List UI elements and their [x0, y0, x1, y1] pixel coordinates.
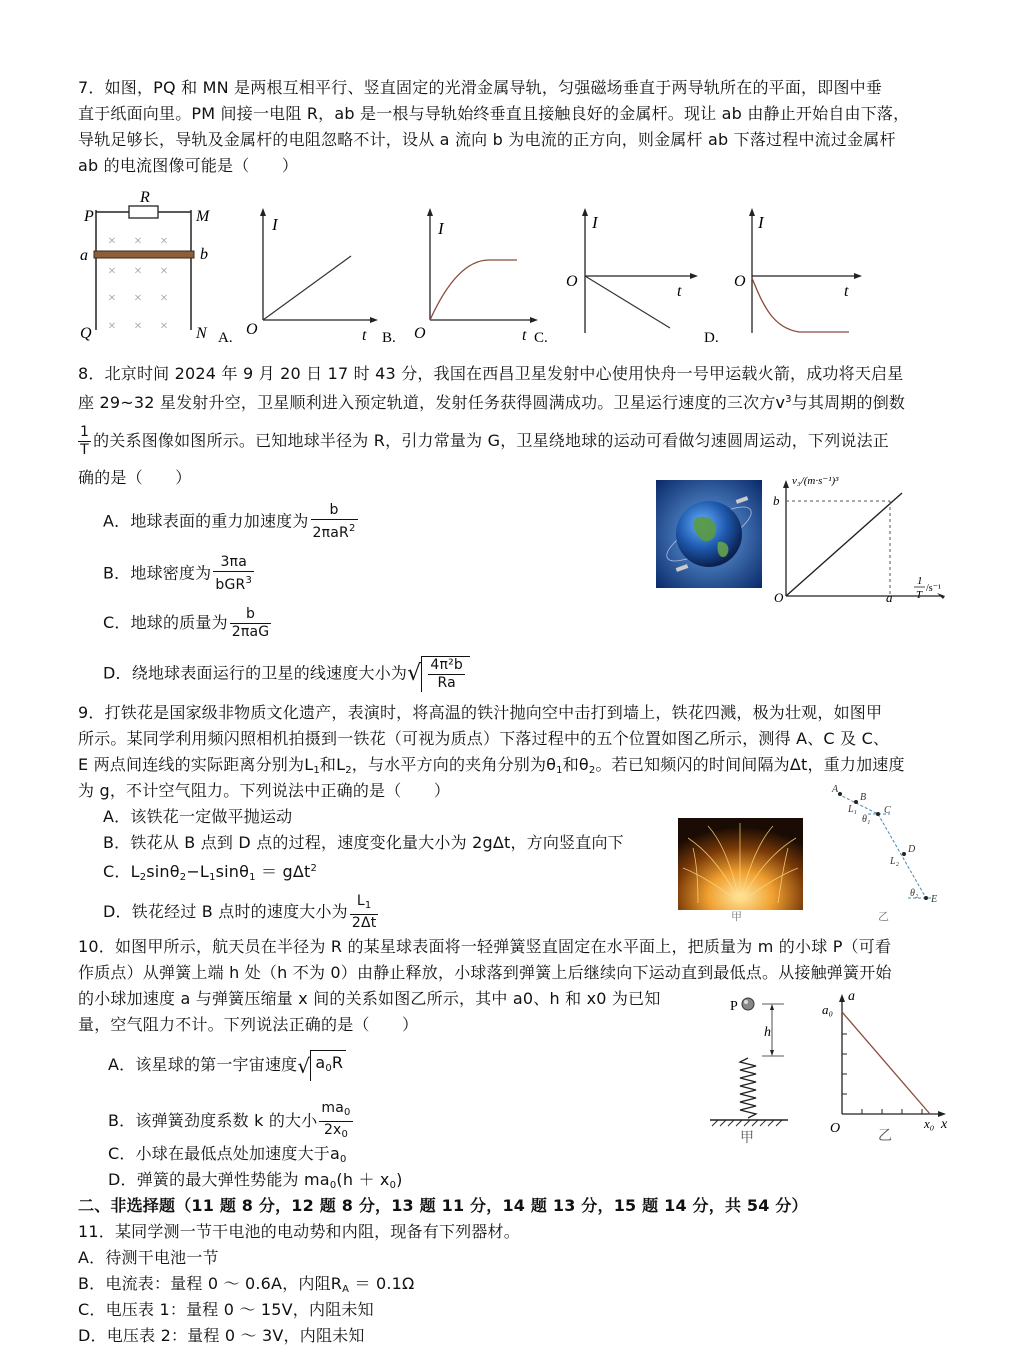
option-A-label: A. — [218, 330, 233, 346]
label-M: M — [196, 208, 210, 225]
q8-option-a: A．地球表面的重力加速度为 $\frac{b}{2\pi aR^2}$ — [103, 502, 356, 541]
graph-B — [414, 208, 538, 344]
label-ball-P: P — [730, 999, 738, 1014]
q10-line4: 量，空气阻力不计。下列说法正确的是（ ） — [78, 1015, 419, 1034]
resistor-R — [129, 206, 158, 218]
graph-C-t: t — [677, 283, 682, 300]
q10-option-d: D．弹簧的最大弹性势能为 $ma_0(h + x_0)$ — [108, 1170, 403, 1191]
q10-fig-yi: 乙 — [878, 1129, 892, 1144]
q9-line3: E 两点间连线的实际距离分别为$L_1$和$L_2$，与水平方向的夹角分别为$\theta_1$和$\theta_2$。若已知频闪的时间间隔为Δt，重力加速度 — [78, 755, 905, 776]
svg-text:×: × — [108, 291, 116, 306]
q8-graph — [766, 470, 951, 610]
label-b: b — [200, 246, 208, 263]
q8-graph-x-num: 1 — [917, 575, 923, 587]
q10-graph-a0: a₀ — [822, 1002, 834, 1017]
q8-option-b: B．地球密度为 $\frac{3\pi a}{bGR^3}$ — [103, 554, 253, 593]
q8-graph-O: O — [774, 590, 784, 605]
svg-text:×: × — [108, 234, 116, 249]
svg-text:×: × — [160, 264, 168, 279]
q10-line3: 的小球加速度 a 与弹簧压缩量 x 间的关系如图乙所示，其中 a0、h 和 x0 为已知 — [78, 989, 661, 1008]
q11-item-d: D．电压表 2：量程 0 ～ 3V，内阻未知 — [78, 1326, 365, 1345]
graph-C-O: O — [566, 273, 578, 290]
q7-figures — [74, 188, 874, 348]
svg-text:×: × — [134, 264, 142, 279]
q11-item-a: A．待测干电池一节 — [78, 1248, 219, 1267]
q9-line1: 9．打铁花是国家级非物质文化遗产，表演时，将高温的铁汁抛向空中击打到墙上，铁花四溅，极为壮观，如图甲 — [78, 703, 883, 722]
q10-graph-x0: x₀ — [924, 1116, 935, 1131]
q7-line3: 导轨足够长，导轨及金属杆的电阻忽略不计，设从 a 流向 b 为电流的正方向，则金属杆 ab 下落过程中流过金属杆 — [78, 130, 896, 149]
q8-graph-ylabel: v₃/(m·s⁻¹)³ — [792, 475, 839, 487]
q10-spring-figure — [704, 992, 804, 1144]
q10-ax-graph — [814, 988, 954, 1148]
q11-line1: 11．某同学测一节干电池的电动势和内阻，现备有下列器材。 — [78, 1222, 520, 1241]
q10-line1: 10．如图甲所示，航天员在半径为 R 的某星球表面将一轻弹簧竖直固定在水平面上，把质量为 m 的小球 P（可看 — [78, 937, 892, 956]
label-C: C — [884, 805, 891, 816]
label-L1: L₁ — [848, 804, 858, 815]
label-D: D — [908, 844, 916, 855]
label-P: P — [84, 208, 94, 225]
q9-option-c: C．$L_2\sin\theta_2-L_1\sin\theta_1 = g\Delta t^2$ — [103, 862, 318, 883]
svg-text:×: × — [108, 264, 116, 279]
option-B-label: B. — [382, 330, 396, 346]
svg-text:×: × — [160, 291, 168, 306]
q11-item-b: B．电流表：量程 0 ～ 0.6A，内阻$R_A = 0.1\Omega$ — [78, 1274, 415, 1295]
graph-A-t: t — [362, 327, 367, 344]
graph-A — [246, 208, 378, 344]
q9-line4: 为 g，不计空气阻力。下列说法中正确的是（ ） — [78, 781, 451, 800]
q8-graph-b: b — [773, 493, 780, 508]
section-2-heading: 二、非选择题（11 题 8 分，12 题 8 分，13 题 11 分，14 题 13 分，15 题 14 分，共 54 分） — [78, 1196, 808, 1215]
graph-C-I: I — [592, 213, 598, 232]
q7-line1: 7．如图，PQ 和 MN 是两根互相平行、竖直固定的光滑金属导轨，匀强磁场垂直于两导轨所在的平面，即图中垂 — [78, 78, 883, 97]
label-B: B — [860, 792, 867, 803]
q8-graph-a: a — [886, 590, 893, 605]
q9-line2: 所示。某同学利用频闪照相机拍摄到一铁花（可视为质点）下落过程中的五个位置如图乙所示，测得 A、C 及 C、 — [78, 729, 890, 748]
label-L2: L₂ — [890, 856, 900, 867]
q9-option-d: D．铁花经过 B 点时的速度大小为 $\frac{L_1}{2\Delta t}$ — [103, 893, 377, 931]
graph-B-O: O — [414, 325, 426, 342]
q10-option-a: A．该星球的第一宇宙速度√ $a_0R$ — [108, 1050, 346, 1081]
graph-D — [734, 208, 862, 333]
q8-line1: 8．北京时间 2024 年 9 月 20 日 17 时 43 分，我国在西昌卫星发射中心使用快舟一号甲运载火箭，成功将天启星 — [78, 364, 904, 383]
graph-B-t: t — [522, 327, 527, 344]
earth-satellite-image — [656, 480, 762, 588]
q9-option-b: B．铁花从 B 点到 D 点的过程，速度变化量大小为 2gΔt，方向竖直向下 — [103, 833, 624, 852]
q9-strobe-figure — [828, 782, 948, 922]
q10-option-b: B．该弹簧劲度系数 k 的大小 $\frac{ma_0}{2x_0}$ — [108, 1100, 351, 1140]
label-R: R — [140, 189, 150, 206]
q10-graph-O: O — [830, 1121, 841, 1136]
q10-graph-a: a — [848, 989, 855, 1004]
option-C-label: C. — [534, 330, 548, 346]
svg-text:×: × — [108, 319, 116, 334]
q7-line2: 直于纸面向里。PM 间接一电阻 R，ab 是一根与导轨始终垂直且接触良好的金属杆。现让 ab 由静止开始自由下落， — [78, 104, 910, 123]
svg-text:×: × — [134, 319, 142, 334]
graph-D-I: I — [758, 213, 764, 232]
svg-text:×: × — [160, 319, 168, 334]
q10-fig-jia: 甲 — [740, 1131, 754, 1144]
graph-A-O: O — [246, 321, 258, 338]
q7-rail-diagram — [80, 189, 211, 342]
q8-option-d: D．绕地球表面运行的卫星的线速度大小为√ $\frac{\text{4π²b}}{Ra}$ — [103, 656, 470, 692]
q8-option-c: C．地球的质量为 $\frac{b}{\text{2πaG}}$ — [103, 606, 270, 640]
iron-flower-photo — [678, 818, 803, 910]
graph-A-I: I — [272, 215, 278, 234]
q8-line3: $\frac{1}{T}$ 的关系图像如图所示。已知地球半径为 R，引力常量为 G，卫星绕地球的运动可看做匀速圆周运动，下列说法正 — [80, 424, 889, 458]
q8-graph-x-unit: /s⁻¹ — [926, 583, 941, 594]
label-h: h — [764, 1025, 771, 1040]
graph-D-O: O — [734, 273, 746, 290]
svg-text:×: × — [134, 291, 142, 306]
graph-B-I: I — [438, 219, 444, 238]
q9-option-a: A．该铁花一定做平抛运动 — [103, 807, 293, 826]
option-D-label: D. — [704, 330, 719, 346]
graph-D-t: t — [844, 283, 849, 300]
q9-fig-yi: 乙 — [878, 911, 889, 922]
q9-fig-jia: 甲 — [731, 910, 743, 923]
svg-text:×: × — [134, 234, 142, 249]
q10-graph-x: x — [941, 1117, 948, 1132]
label-a: a — [80, 247, 88, 264]
label-N: N — [196, 325, 207, 342]
q10-option-c: C．小球在最低点处加速度大于$a_0$ — [108, 1144, 347, 1165]
label-theta1: θ₁ — [862, 814, 871, 825]
q8-line4: 确的是（ ） — [78, 468, 192, 487]
label-theta2: θ₂ — [910, 888, 919, 899]
label-Q: Q — [80, 325, 92, 342]
svg-text:×: × — [160, 234, 168, 249]
label-E: E — [931, 894, 938, 905]
q10-line2: 作质点）从弹簧上端 h 处（h 不为 0）由静止释放，小球落到弹簧上后继续向下运动直到最低点。从接触弹簧开始 — [78, 963, 892, 982]
q7-line4: ab 的电流图像可能是（ ） — [78, 156, 299, 175]
metal-rod-ab — [94, 251, 194, 258]
q8-line2: 座 29~32 星发射升空，卫星顺利进入预定轨道，发射任务获得圆满成功。卫星运行速度的三次方$v^3$与其周期的倒数 — [78, 393, 906, 412]
graph-C — [566, 208, 698, 333]
label-A: A — [832, 784, 839, 795]
q8-graph-x-den: T — [916, 589, 923, 601]
q11-item-c: C．电压表 1：量程 0 ～ 15V，内阻未知 — [78, 1300, 374, 1319]
